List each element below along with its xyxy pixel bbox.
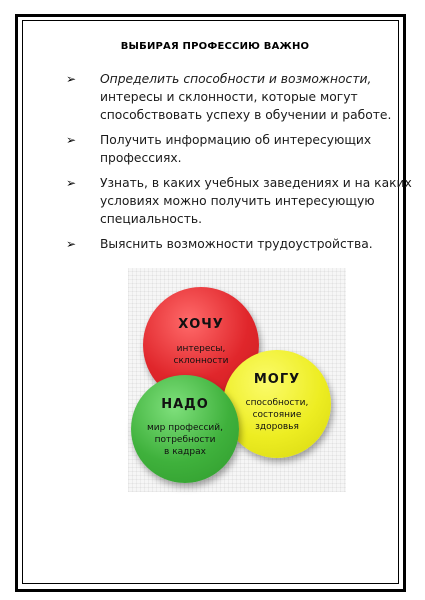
arrow-bullet-icon: ➢ bbox=[66, 237, 77, 251]
circle-text bbox=[223, 397, 331, 433]
list-item bbox=[66, 70, 392, 124]
list-item-line: Выяснить возможности трудоустройства. bbox=[100, 237, 373, 251]
list-item bbox=[66, 131, 386, 167]
circle-can bbox=[223, 350, 331, 458]
list-item-line: способствовать успеху в обучении и работе. bbox=[100, 108, 392, 122]
venn-diagram-image bbox=[128, 268, 346, 492]
list-item-line: интересы и склонности, которые могут bbox=[100, 90, 358, 104]
circle-text-line: мир профессий, bbox=[146, 423, 223, 433]
list-item-line: условиях можно получить интересующую bbox=[100, 194, 375, 208]
circle-text-line: в кадрах bbox=[164, 447, 206, 457]
circle-text bbox=[131, 422, 239, 458]
arrow-bullet-icon: ➢ bbox=[66, 176, 77, 190]
list-item-line: специальность. bbox=[100, 212, 203, 226]
bullet-list bbox=[66, 70, 412, 260]
circle-title: МОГУ bbox=[253, 372, 301, 387]
circle-title: НАДО bbox=[161, 397, 209, 412]
list-item bbox=[66, 235, 386, 253]
circle-text-line: способности, bbox=[245, 398, 309, 408]
circle-text-line: интересы, bbox=[176, 344, 226, 354]
list-item-line: Получить информацию об интересующих bbox=[100, 133, 372, 147]
list-item-line: Определить способности и возможности, bbox=[100, 72, 372, 86]
page-title: ВЫБИРАЯ ПРОФЕССИЮ ВАЖНО bbox=[120, 41, 310, 52]
list-item-line: профессиях. bbox=[100, 151, 182, 165]
circle-text-line: здоровья bbox=[255, 422, 299, 432]
arrow-bullet-icon: ➢ bbox=[66, 133, 77, 147]
list-item bbox=[66, 174, 412, 228]
circle-text-line: потребности bbox=[154, 435, 216, 445]
list-item-line: Узнать, в каких учебных заведениях и на каких bbox=[100, 176, 412, 190]
arrow-bullet-icon: ➢ bbox=[66, 72, 77, 86]
circle-text-line: состояние bbox=[252, 410, 302, 420]
circle-must bbox=[131, 375, 239, 483]
circle-text-line: склонности bbox=[173, 356, 229, 366]
circle-title: ХОЧУ bbox=[178, 317, 224, 332]
